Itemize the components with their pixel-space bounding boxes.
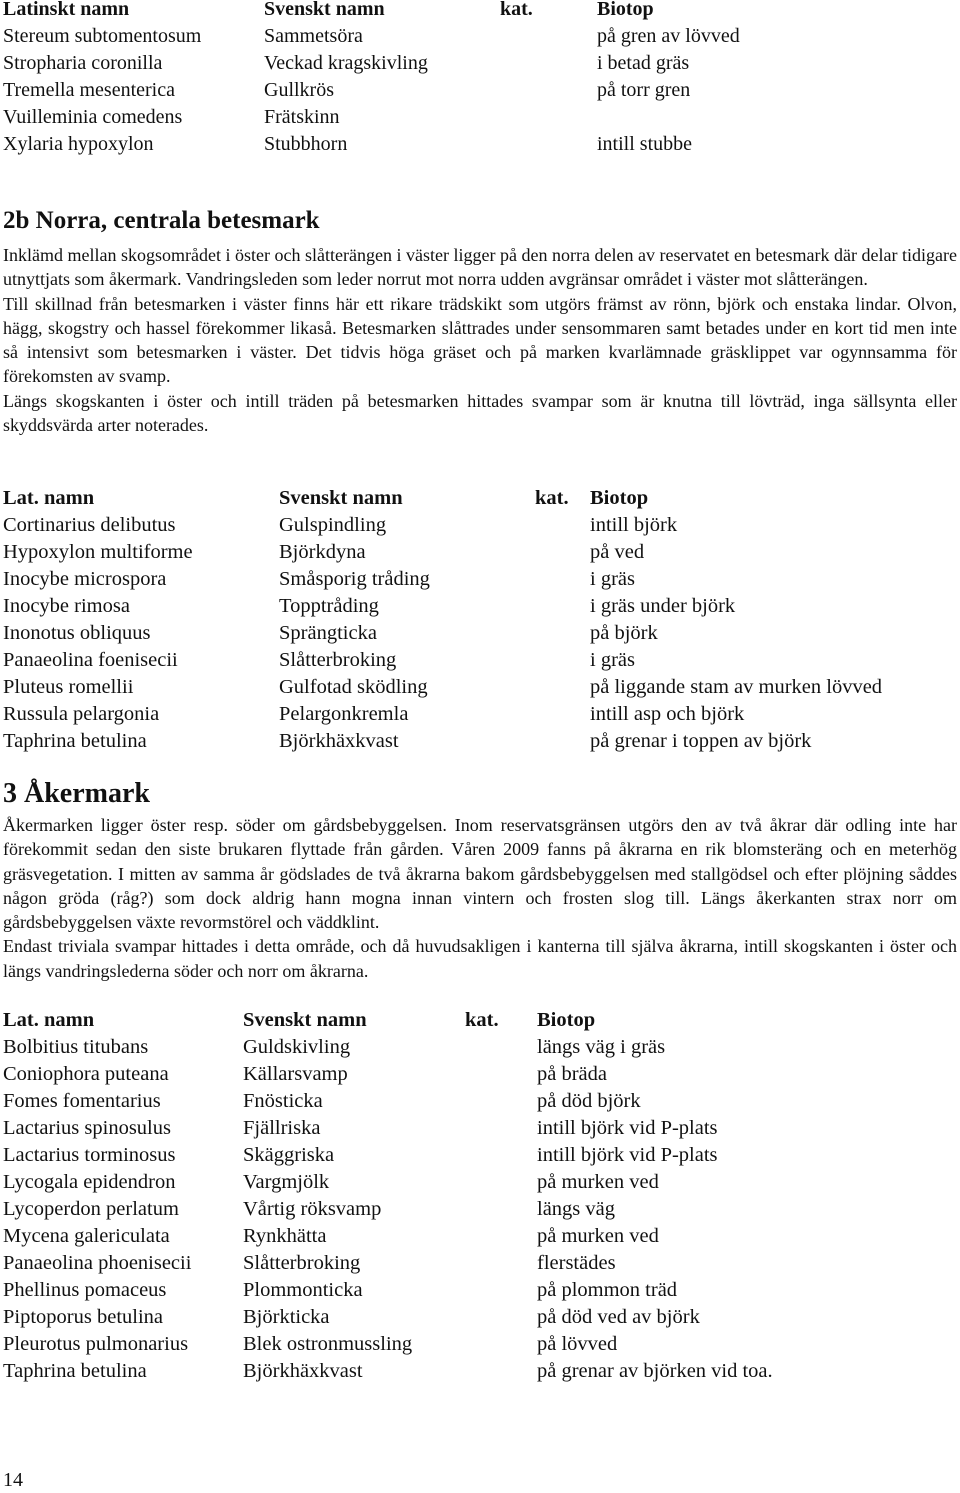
table-cell-category — [535, 647, 590, 674]
table-cell-swedish-name: Slåtterbroking — [279, 649, 397, 671]
table-cell-swedish-name: Björkdyna — [279, 541, 366, 563]
table-cell-latin-name: Lycogala epidendron — [3, 1171, 176, 1193]
table-cell-swedish-name: Björkticka — [243, 1306, 330, 1328]
table-cell-swedish-name: Rynkhätta — [243, 1225, 327, 1247]
table-cell-category — [465, 1277, 537, 1304]
table-cell-biotope: intill björk vid P-plats — [537, 1117, 718, 1139]
table-cell-category — [465, 1061, 537, 1088]
table-cell-biotope: på murken ved — [537, 1225, 659, 1247]
table-cell-swedish-name: Frätskinn — [264, 106, 340, 128]
table-cell-biotope: i betad gräs — [597, 52, 690, 74]
table-cell-latin-name: Taphrina betulina — [3, 1360, 147, 1382]
table-cell-biotope: flerstädes — [537, 1252, 616, 1274]
table-cell-swedish-name: Skäggriska — [243, 1144, 335, 1166]
species-table-3 — [3, 1007, 957, 1385]
table-cell-category — [465, 1331, 537, 1358]
column-header-biotope: Biotop — [537, 1009, 596, 1031]
table-cell-swedish-name: Pelargonkremla — [279, 703, 409, 725]
species-table-2 — [3, 485, 960, 755]
table-cell-latin-name: Mycena galericulata — [3, 1225, 170, 1247]
column-header-latin-name: Lat. namn — [3, 487, 95, 509]
table-cell-category — [535, 593, 590, 620]
table-cell-swedish-name: Småsporig tråding — [279, 568, 430, 590]
table-cell-latin-name: Inocybe microspora — [3, 568, 167, 590]
table-cell-biotope: på död ved av björk — [537, 1306, 700, 1328]
table-cell-latin-name: Stereum subtomentosum — [3, 25, 202, 47]
section-2b-paragraph: Inklämd mellan skogsområdet i öster och slåtterängen i väster ligger på den norra delen av reservatet en betesmark där delar tidigare utnyttjats som åkermark. Vandringsleden som leder norrut mot norra udden avgränsar området i väster mot slåtterängen. — [3, 245, 957, 290]
table-cell-latin-name: Cortinarius delibutus — [3, 514, 176, 536]
table-cell-latin-name: Xylaria hypoxylon — [3, 133, 154, 155]
table-cell-category — [465, 1115, 537, 1142]
section-2b-heading: 2b Norra, centrala betesmark — [3, 207, 320, 234]
table-cell-category — [500, 23, 597, 50]
table-cell-category — [535, 539, 590, 566]
table-cell-swedish-name: Sprängticka — [279, 622, 377, 644]
table-cell-category — [465, 1223, 537, 1250]
table-cell-biotope: intill asp och björk — [590, 703, 745, 725]
table-cell-latin-name: Hypoxylon multiforme — [3, 541, 193, 563]
table-cell-biotope: längs väg — [537, 1198, 615, 1220]
table-cell-category — [500, 77, 597, 104]
table-cell-latin-name: Taphrina betulina — [3, 730, 147, 752]
table-cell-swedish-name: Topptråding — [279, 595, 379, 617]
table-cell-swedish-name: Slåtterbroking — [243, 1252, 361, 1274]
table-cell-swedish-name: Björkhäxkvast — [243, 1360, 363, 1382]
table-cell-category — [500, 104, 597, 131]
table-cell-latin-name: Pleurotus pulmonarius — [3, 1333, 189, 1355]
table-cell-biotope: på murken ved — [537, 1171, 659, 1193]
table-cell-category — [465, 1358, 537, 1385]
table-cell-category — [500, 131, 597, 158]
table-cell-category — [535, 728, 590, 755]
section-2b-paragraph: Till skillnad från betesmarken i väster finns här ett rikare trädskikt som utgörs främst av rönn, björk och enstaka lindar. Olvon, hägg, skogstry och hassel förekommer likaså. Betesmarken slåttrades under sensommaren samt betades under en kort tid men inte så intensivt som betesmarken i väster. Det tidvis höga gräset och på marken kvarlämnade gräsklippet var ogynnsamma för förekomsten av svamp. — [3, 293, 957, 387]
table-cell-latin-name: Tremella mesenterica — [3, 79, 175, 101]
table-cell-category — [535, 620, 590, 647]
table-cell-biotope: på lövved — [537, 1333, 618, 1355]
table-cell-swedish-name: Plommonticka — [243, 1279, 363, 1301]
section-3-heading: 3 Åkermark — [3, 778, 150, 809]
table-cell-swedish-name: Stubbhorn — [264, 133, 348, 155]
table-cell-swedish-name: Sammetsöra — [264, 25, 363, 47]
table-cell-latin-name: Fomes fomentarius — [3, 1090, 161, 1112]
table-cell-biotope: på plommon träd — [537, 1279, 678, 1301]
table-cell-biotope: på död björk — [537, 1090, 641, 1112]
table-cell-category — [535, 566, 590, 593]
section-2b-paragraph: Längs skogskanten i öster och intill träden på betesmarken hittades svampar som är knutna till lövträd, inga sällsynta eller skyddsvärda arter noterades. — [3, 390, 957, 436]
column-header-swedish-name: Svenskt namn — [243, 1009, 367, 1031]
section-3-body — [3, 813, 957, 983]
table-cell-category — [465, 1196, 537, 1223]
table-cell-biotope — [597, 104, 957, 131]
table-cell-latin-name: Inocybe rimosa — [3, 595, 130, 617]
column-header-swedish-name: Svenskt namn — [264, 0, 385, 20]
table-cell-category — [465, 1088, 537, 1115]
table-cell-latin-name: Pluteus romellii — [3, 676, 134, 698]
table-cell-biotope: på ved — [590, 541, 645, 563]
table-cell-swedish-name: Källarsvamp — [243, 1063, 348, 1085]
table-cell-latin-name: Vuilleminia comedens — [3, 106, 183, 128]
column-header-category: kat. — [500, 0, 533, 20]
table-cell-latin-name: Lactarius torminosus — [3, 1144, 176, 1166]
column-header-category: kat. — [535, 487, 569, 509]
table-cell-swedish-name: Gulspindling — [279, 514, 387, 536]
column-header-biotope: Biotop — [597, 0, 654, 20]
table-cell-biotope: på grenar i toppen av björk — [590, 730, 812, 752]
table-cell-swedish-name: Fnösticka — [243, 1090, 323, 1112]
table-cell-biotope: på torr gren — [597, 79, 691, 101]
table-cell-swedish-name: Blek ostronmussling — [243, 1333, 413, 1355]
table-cell-biotope: i gräs — [590, 568, 635, 590]
table-cell-swedish-name: Gullkrös — [264, 79, 334, 101]
table-cell-latin-name: Stropharia coronilla — [3, 52, 163, 74]
table-cell-category — [535, 701, 590, 728]
table-cell-category — [465, 1250, 537, 1277]
table-cell-category — [465, 1034, 537, 1061]
table-cell-category — [465, 1142, 537, 1169]
table-cell-swedish-name: Veckad kragskivling — [264, 52, 428, 74]
table-cell-biotope: på liggande stam av murken lövved — [590, 676, 883, 698]
table-cell-category — [535, 674, 590, 701]
table-cell-swedish-name: Gulfotad sködling — [279, 676, 428, 698]
table-cell-latin-name: Phellinus pomaceus — [3, 1279, 167, 1301]
table-cell-swedish-name: Guldskivling — [243, 1036, 351, 1058]
table-cell-swedish-name: Björkhäxkvast — [279, 730, 399, 752]
table-cell-biotope: i gräs — [590, 649, 635, 671]
table-cell-category — [500, 50, 597, 77]
table-cell-biotope: på björk — [590, 622, 658, 644]
table-cell-biotope: på gren av lövved — [597, 25, 740, 47]
table-cell-category — [465, 1304, 537, 1331]
species-table-1 — [3, 0, 957, 158]
table-cell-biotope: i gräs under björk — [590, 595, 736, 617]
table-cell-category — [465, 1169, 537, 1196]
column-header-biotope: Biotop — [590, 487, 649, 509]
section-2b-body — [3, 243, 957, 437]
table-cell-swedish-name: Vargmjölk — [243, 1171, 330, 1193]
column-header-category: kat. — [465, 1009, 499, 1031]
table-cell-biotope: intill björk — [590, 514, 678, 536]
column-header-latin-name: Latinskt namn — [3, 0, 130, 20]
table-cell-latin-name: Lycoperdon perlatum — [3, 1198, 179, 1220]
table-cell-latin-name: Panaeolina foenisecii — [3, 649, 178, 671]
table-cell-biotope: på bräda — [537, 1063, 607, 1085]
table-cell-latin-name: Bolbitius titubans — [3, 1036, 149, 1058]
table-cell-latin-name: Russula pelargonia — [3, 703, 160, 725]
column-header-swedish-name: Svenskt namn — [279, 487, 403, 509]
section-3-paragraph: Åkermarken ligger öster resp. söder om gårdsbebyggelsen. Inom reservatsgränsen utgörs den av två åkrar där odling inte har förekommit sedan den siste brukaren flyttade från gården. Våren 2009 fanns på åkrarna en rik blomsteräng och en meterhög gräsvegetation. I mitten av samma år gödslades de två åkrarna bakom gårdsbebyggelsen med stallgödsel och efter plöjning såddes någon gröda (råg?) som dock aldrig hann mogna innan vintern och frosten slog till. Längs åkerkanten strax norr om gårdsbebyggelsen växte revormstörel och väddklint. — [3, 815, 957, 933]
table-cell-swedish-name: Fjällriska — [243, 1117, 321, 1139]
table-cell-latin-name: Coniophora puteana — [3, 1063, 169, 1085]
page-number: 14 — [3, 1469, 23, 1491]
table-cell-latin-name: Panaeolina phoenisecii — [3, 1252, 192, 1274]
table-cell-biotope: intill björk vid P-plats — [537, 1144, 718, 1166]
table-cell-latin-name: Lactarius spinosulus — [3, 1117, 171, 1139]
table-cell-biotope: längs väg i gräs — [537, 1036, 666, 1058]
table-cell-swedish-name: Vårtig röksvamp — [243, 1198, 382, 1220]
table-cell-latin-name: Piptoporus betulina — [3, 1306, 164, 1328]
table-cell-biotope: intill stubbe — [597, 133, 692, 155]
table-cell-category — [535, 512, 590, 539]
table-cell-latin-name: Inonotus obliquus — [3, 622, 151, 644]
column-header-latin-name: Lat. namn — [3, 1009, 95, 1031]
table-cell-biotope: på grenar av björken vid toa. — [537, 1360, 773, 1382]
section-3-paragraph: Endast triviala svampar hittades i detta område, och då huvudsakligen i kanterna till själva åkrarna, intill skogskanten i öster och längs vandringslederna söder och norr om åkrarna. — [3, 936, 957, 981]
